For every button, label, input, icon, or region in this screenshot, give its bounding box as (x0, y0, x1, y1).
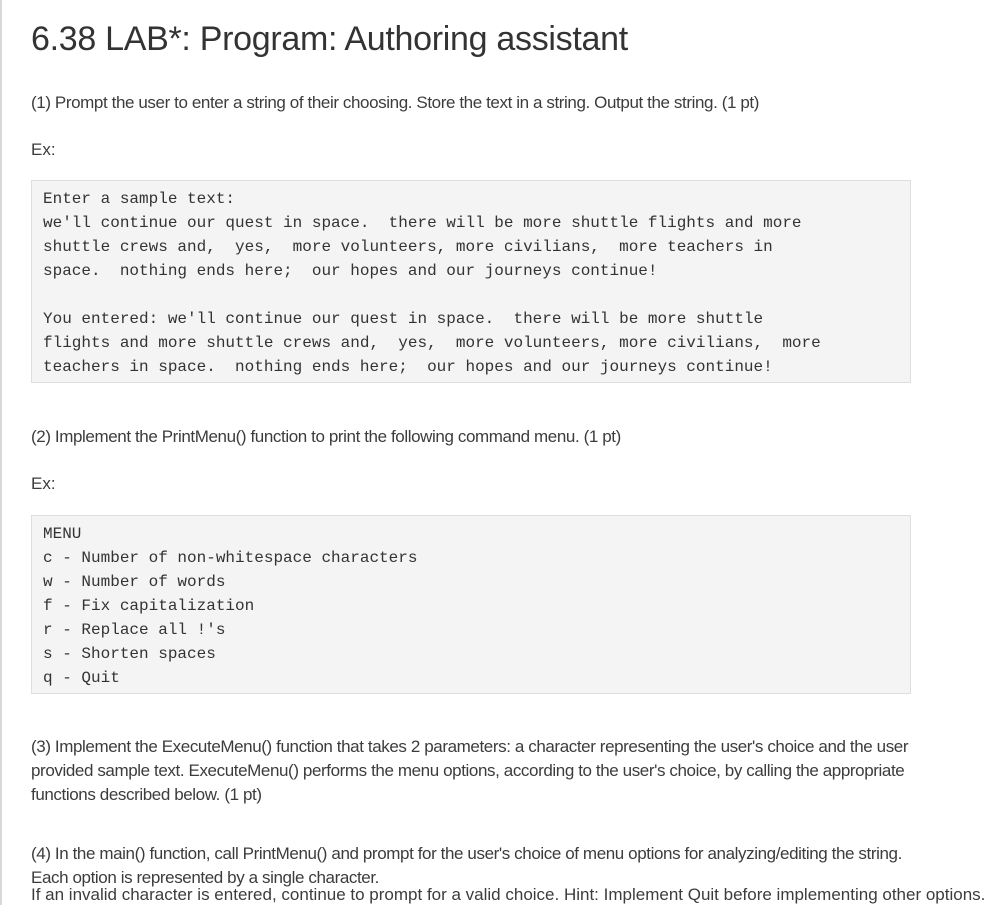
code-line: q - Quit (43, 669, 120, 687)
step-2-example-label: Ex: (31, 474, 56, 493)
code-line: we'll continue our quest in space. there will be more shuttle flights and more (43, 214, 802, 232)
code-line: space. nothing ends here; our hopes and our journeys continue! (43, 262, 658, 280)
code-line: shuttle crews and, yes, more volunteers, more civilians, more teachers in (43, 238, 773, 256)
code-line: Enter a sample text: (43, 190, 236, 208)
code-line: flights and more shuttle crews and, yes, more volunteers, more civilians, more (43, 334, 821, 352)
step-1-example-label: Ex: (31, 140, 56, 159)
code-line: You entered: we'll continue our quest in space. there will be more shuttle (43, 310, 764, 328)
code-line (43, 283, 899, 307)
step-3-instructions: (3) Implement the ExecuteMenu() function that takes 2 parameters: a character representing the user's choice and the user provided sample text. ExecuteMenu() performs the menu options, according to the user's choice, by calling the appropriate functions described below. (1 pt) (31, 737, 909, 804)
step-1-example-output (31, 180, 911, 383)
code-line: f - Fix capitalization (43, 597, 255, 615)
code-line: c - Number of non-whitespace characters (43, 549, 418, 567)
page-title: 6.38 LAB*: Program: Authoring assistant (31, 20, 628, 58)
code-line: s - Shorten spaces (43, 645, 216, 663)
step-4-instructions: (4) In the main() function, call PrintMenu() and prompt for the user's choice of menu options for analyzing/editing the string. Each option is represented by a single character. (31, 844, 902, 887)
step-2-menu-output (31, 515, 911, 694)
code-line: teachers in space. nothing ends here; our hopes and our journeys continue! (43, 358, 773, 376)
code-line: MENU (43, 525, 82, 543)
code-line: w - Number of words (43, 573, 226, 591)
step-5-instructions-clipped (31, 885, 985, 907)
step-5-text: If an invalid character is entered, continue to prompt for a valid choice. Hint: Implement Quit before implementing other options. (31, 885, 985, 904)
step-2-instructions: (2) Implement the PrintMenu() function to print the following command menu. (1 pt) (31, 427, 621, 446)
step-1-instructions: (1) Prompt the user to enter a string of their choosing. Store the text in a string. Output the string. (1 pt) (31, 93, 759, 112)
code-line: r - Replace all !'s (43, 621, 226, 639)
